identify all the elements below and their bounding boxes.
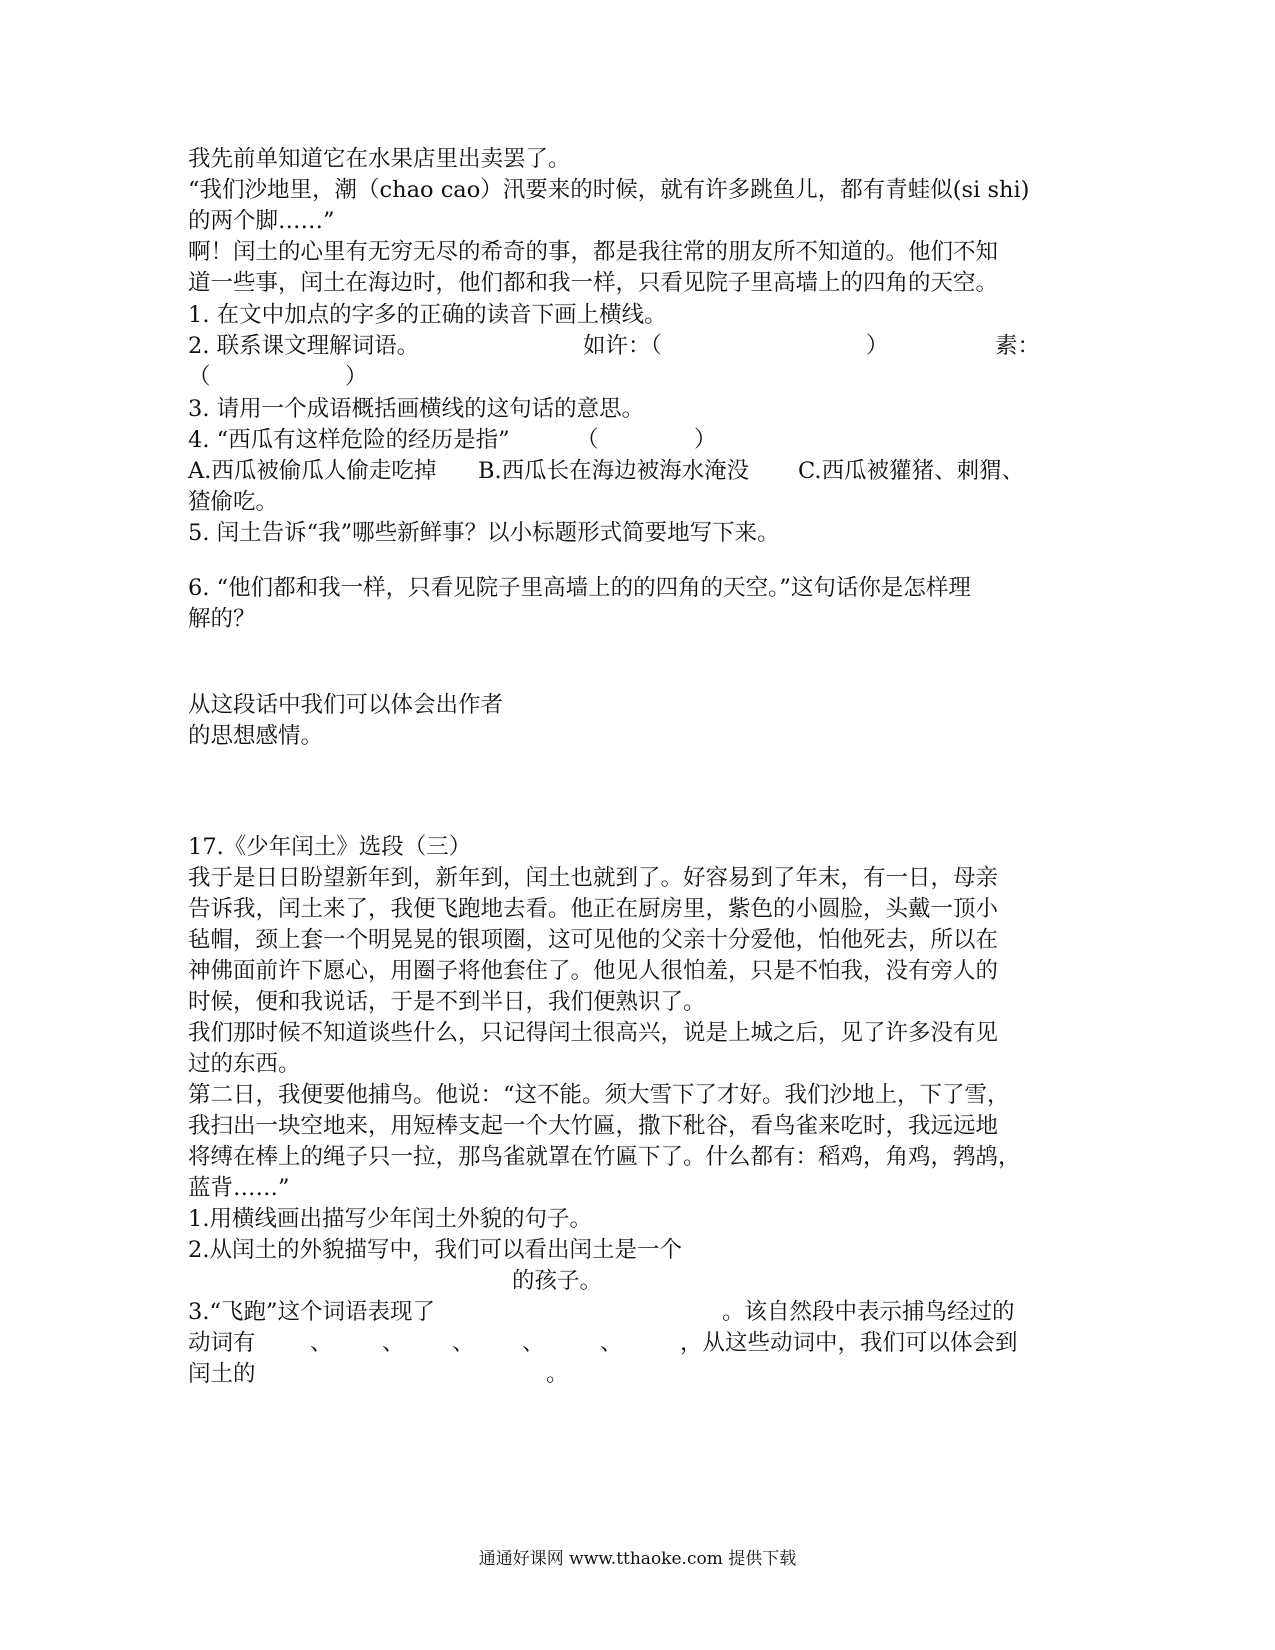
question-6: 6. “他们都和我一样，只看见院子里高墙上的的四角的天空。”这句话你是怎样理 [188,575,971,601]
passage-line: 蓝背……” [188,1175,290,1201]
passage-line: 神佛面前许下愿心，用圈子将他套住了。他见人很怕羞，只是不怕我，没有旁人的 [188,958,999,984]
passage-line: 我们那时候不知道谈些什么，只记得闰土很高兴，说是上城之后，见了许多没有见 [188,1020,999,1046]
question-4-option-b: B.西瓜长在海边被海水淹没 [478,458,750,484]
blank-separator: 、 [382,1330,405,1356]
passage-line: 将缚在棒上的绳子只一拉，那鸟雀就罩在竹匾下了。什么都有：稻鸡，角鸡，鹁鸪， [188,1144,1021,1170]
passage-line: 道一些事，闰土在海边时，他们都和我一样，只看见院子里高墙上的四角的天空。 [188,270,999,296]
p3-question-3: 3.“飞跑”这个词语表现了 [188,1299,435,1325]
question-4: 4. “西瓜有这样危险的经历是指” [188,427,510,453]
passage-line: 啊！闰土的心里有无穷无尽的希奇的事，都是我往常的朋友所不知道的。他们不知 [188,239,999,265]
question-4-option-c-cont: 猹偷吃。 [188,489,279,515]
p3-question-3-d: ，从这些动词中，我们可以体会到 [680,1330,1018,1356]
p3-question-3-e: 闰土的 [188,1361,256,1387]
passage-line: 毡帽，颈上套一个明晃晃的银项圈，这可见他的父亲十分爱他，怕他死去，所以在 [188,927,999,953]
question-2-ruxu-close: ） [866,333,889,359]
question-5: 5. 闰土告诉“我”哪些新鲜事？以小标题形式简要地写下来。 [188,520,780,546]
question-2-ruxu: 如许：（ [583,333,662,359]
question-2-paren-open: （ [188,364,211,390]
passage-line: 时候，便和我说话，于是不到半日，我们便熟识了。 [188,989,706,1015]
passage-line: 第二日，我便要他捕鸟。他说：“这不能。须大雪下了才好。我们沙地上，下了雪， [188,1082,1010,1108]
passage-line: 我先前单知道它在水果店里出卖罢了。 [188,146,571,172]
p3-question-3-f: 。 [546,1361,569,1387]
question-4-option-a: A.西瓜被偷瓜人偷走吃掉 [188,458,437,484]
section-title: 17.《少年闰土》选段（三） [188,834,472,860]
question-4-paren-open: （ [576,427,599,453]
page-footer: 通通好课网 www.tthaoke.com 提供下载 [478,1549,797,1569]
question-6-cont: 解的？ [188,606,256,632]
passage-line: 我于是日日盼望新年到，新年到，闰土也就到了。好容易到了年末，有一日，母亲 [188,865,999,891]
p3-question-2-cont: 的孩子。 [512,1268,603,1294]
p3-question-2: 2.从闰土的外貌描写中，我们可以看出闰土是一个 [188,1237,682,1263]
passage-line [188,175,1088,205]
p3-question-3-b: 。该自然段中表示捕鸟经过的 [722,1299,1015,1325]
p3-question-3-c: 动词有 [188,1330,256,1356]
blank-separator: 、 [310,1330,333,1356]
question-1: 1. 在文中加点的字多的正确的读音下画上横线。 [188,302,667,328]
question-2-lead: 2. 联系课文理解词语。 [188,333,420,359]
passage-line: 告诉我，闰土来了，我便飞跑地去看。他正在厨房里，紫色的小圆脸，头戴一顶小 [188,896,999,922]
blank-separator: 、 [522,1330,545,1356]
passage-line-text: “我们沙地里，潮（chao cao）汛要来的时候，就有许多跳鱼儿，都有青蛙似(si shi) [188,177,1030,203]
question-3: 3. 请用一个成语概括画横线的这句话的意思。 [188,396,645,422]
passage-line: 的两个脚……” [188,208,335,234]
passage-line: 过的东西。 [188,1051,301,1077]
question-4-option-c: C.西瓜被獾猪、刺猬、 [798,458,1025,484]
question-7: 从这段话中我们可以体会出作者 [188,692,504,718]
passage-line: 我扫出一块空地来，用短棒支起一个大竹匾，撒下秕谷，看鸟雀来吃时，我远远地 [188,1113,999,1139]
question-7-cont: 的思想感情。 [188,723,324,749]
blank-separator: 、 [452,1330,475,1356]
question-4-paren-close: ） [694,427,717,453]
question-2-su: 素： [995,333,1041,359]
blank-separator: 、 [600,1330,623,1356]
question-2-paren-close: ） [345,364,368,390]
p3-question-1: 1.用横线画出描写少年闰土外貌的句子。 [188,1206,592,1232]
